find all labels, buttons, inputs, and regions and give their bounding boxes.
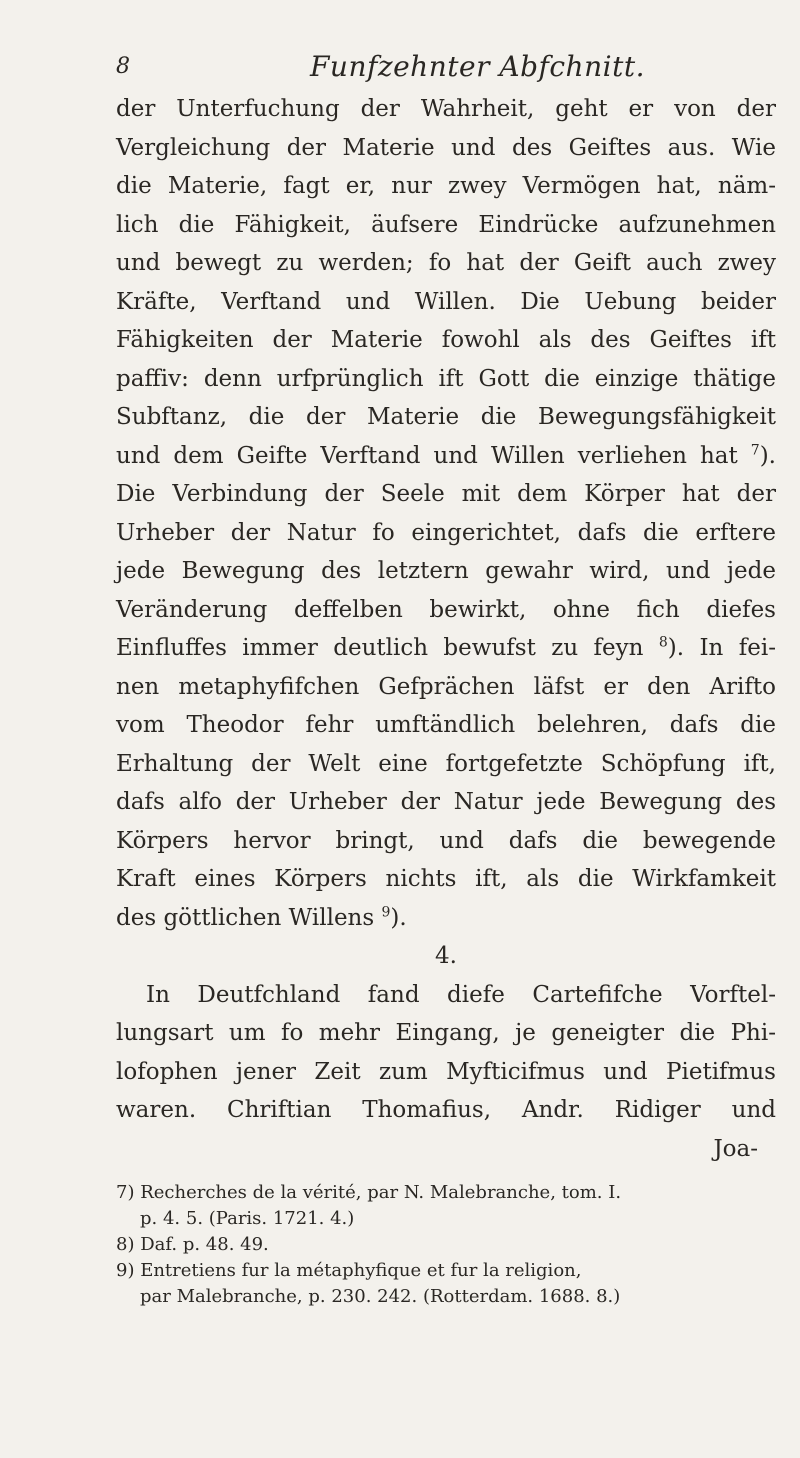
text-segment: des göttlichen Willens <box>116 904 375 931</box>
text-line <box>116 629 776 668</box>
page-number: 8 <box>116 54 130 79</box>
text-line: lofophen jener Zeit zum Myfticifmus und Pietifmus <box>116 1058 776 1085</box>
text-segment: ). In fei- <box>667 635 777 661</box>
text-line: Kraft eines Körpers nichts ift, als die Wirkfamkeit <box>116 866 776 892</box>
page-header <box>0 36 800 86</box>
footnote-ref-8: 8 <box>658 634 668 651</box>
text-line: lich die Fähigkeit, äufsere Eindrücke aufzunehmen <box>116 211 776 238</box>
text-line: jede Bewegung des letztern gewahr wird, und jede <box>116 558 776 584</box>
footnote-9-continued <box>116 1284 776 1310</box>
text-line: nen metaphyfifchen Gefprächen läfst er den Arifto <box>116 673 776 700</box>
text-line: Vergleichung der Materie und des Geiftes aus. Wie <box>116 134 776 161</box>
text-line: Urheber der Natur fo eingerichtet, dafs die erftere <box>116 519 776 546</box>
text-line <box>116 899 776 938</box>
text-segment: ). <box>390 904 407 931</box>
footnote-9: 9) Entretiens fur la métaphyfique et fur la religion, <box>116 1260 582 1281</box>
text-line <box>116 437 776 476</box>
text-line: paffiv: denn urfprünglich ift Gott die einzige thätige <box>116 365 776 392</box>
text-line: vom Theodor fehr umftändlich belehren, dafs die <box>116 712 776 738</box>
footnote-7-continued <box>116 1206 776 1232</box>
text-line: der Unterfuchung der Wahrheit, geht er von der <box>116 96 776 122</box>
text-line: Erhaltung der Welt eine fortgefetzte Schöpfung ift, <box>116 750 776 777</box>
catchword: Joa- <box>713 1135 758 1162</box>
text-line: und bewegt zu werden; fo hat der Geift auch zwey <box>116 250 776 276</box>
footnote-7: 7) Recherches de la vérité, par N. Malebranche, tom. I. <box>116 1182 622 1203</box>
footnote-text: p. 4. 5. (Paris. 1721. 4.) <box>140 1208 355 1229</box>
text-segment: und dem Geifte Verftand und Willen verliehen hat <box>116 442 738 469</box>
text-line: Subftanz, die der Materie die Bewegungsfähigkeit <box>116 404 776 430</box>
text-segment: ). <box>759 442 776 469</box>
text-line: die Materie, fagt er, nur zwey Vermögen hat, näm- <box>116 173 776 199</box>
footnote-text: par Malebranche, p. 230. 242. (Rotterdam. 1688. 8.) <box>140 1286 621 1307</box>
section-number: 4. <box>435 943 457 969</box>
text-segment: Einfluffes immer deutlich bewufst zu feyn <box>116 635 644 661</box>
running-head: Funfzehnter Abfchnitt. <box>310 50 645 83</box>
text-line: waren. Chriftian Thomafius, Andr. Ridiger und <box>116 1097 776 1123</box>
text-line: Körpers hervor bringt, und dafs die bewegende <box>116 827 776 854</box>
text-line: dafs alfo der Urheber der Natur jede Bewegung des <box>116 789 776 815</box>
footnote-8: 8) Daf. p. 48. 49. <box>116 1234 269 1255</box>
text-line: Fähigkeiten der Materie fowohl als des Geiftes ift <box>116 327 776 353</box>
text-line: In Deutfchland fand diefe Cartefifche Vorftel- <box>146 981 776 1008</box>
text-line: lungsart um fo mehr Eingang, je geneigter die Phi- <box>116 1020 776 1046</box>
footnote-ref-7: 7 <box>750 441 760 458</box>
text-line: Die Verbindung der Seele mit dem Körper hat der <box>116 481 776 507</box>
text-line: Kräfte, Verftand und Willen. Die Uebung beider <box>116 288 776 315</box>
footnotes <box>116 1180 776 1310</box>
body-text <box>116 90 776 1168</box>
text-line: Veränderung deffelben bewirkt, ohne fich diefes <box>116 596 776 623</box>
footnote-ref-9: 9 <box>381 903 391 920</box>
